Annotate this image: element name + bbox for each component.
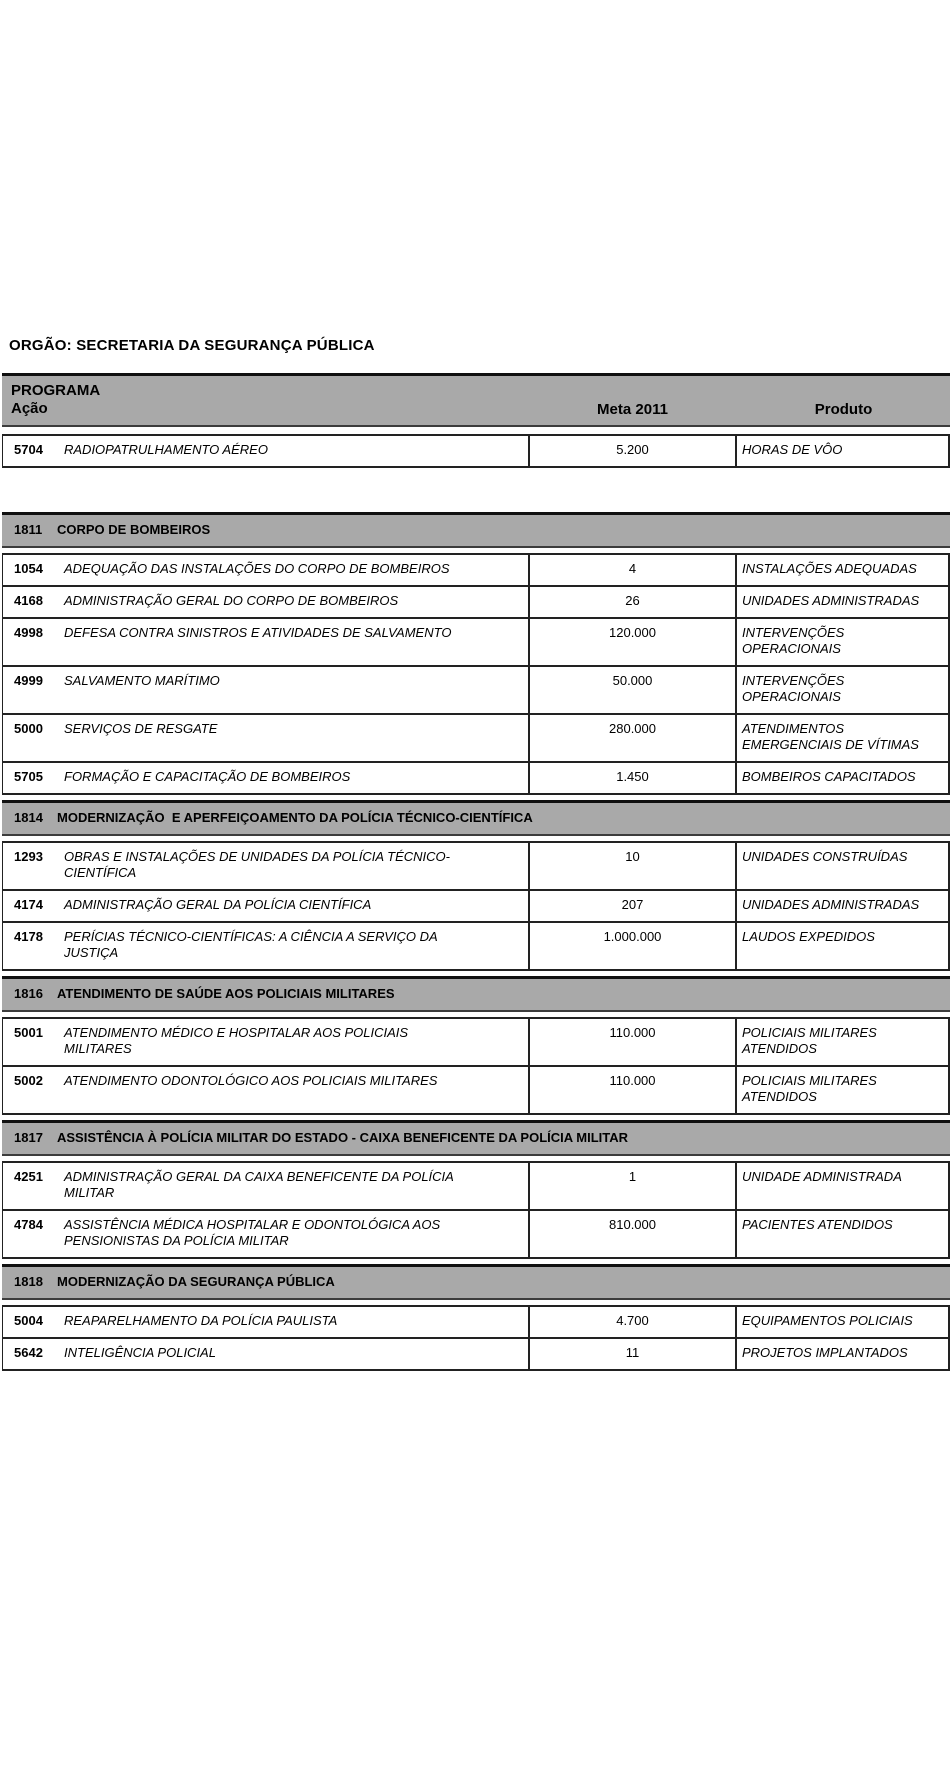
meta-cell: [528, 587, 737, 617]
section-rows: [2, 841, 950, 971]
action-description: SALVAMENTO MARÍTIMO: [64, 673, 220, 688]
meta-cell: [528, 923, 737, 969]
produto-cell: [737, 1163, 948, 1209]
table-row: [2, 619, 950, 667]
table-row: [2, 553, 950, 587]
meta-value: 4.700: [616, 1313, 649, 1328]
produto-cell: [737, 891, 948, 921]
section-rows: [2, 553, 950, 795]
produto-value: INTERVENÇÕES OPERACIONAIS: [742, 673, 845, 704]
action-description: OBRAS E INSTALAÇÕES DE UNIDADES DA POLÍCIA TÉCNICO-CIENTÍFICA: [64, 849, 450, 880]
action-cell: [3, 555, 528, 585]
action-cell: [3, 891, 528, 921]
action-description: PERÍCIAS TÉCNICO-CIENTÍFICAS: A CIÊNCIA A SERVIÇO DA JUSTIÇA: [64, 929, 438, 960]
meta-cell: [528, 1019, 737, 1065]
produto-cell: [737, 843, 948, 889]
header-produto-label: Produto: [814, 401, 873, 418]
produto-cell: [737, 1019, 948, 1065]
meta-value: 110.000: [609, 1073, 656, 1088]
meta-cell: [528, 1211, 737, 1257]
program-section: [2, 800, 950, 971]
action-code: 5004: [14, 1313, 43, 1328]
action-cell: [3, 923, 528, 969]
produto-cell: [737, 1067, 948, 1113]
meta-cell: [528, 715, 737, 761]
action-cell: [3, 1163, 528, 1209]
action-cell: [3, 587, 528, 617]
action-code: 4784: [14, 1217, 43, 1232]
action-code: 4178: [14, 929, 43, 944]
action-description: ATENDIMENTO ODONTOLÓGICO AOS POLICIAIS MILITARES: [64, 1073, 438, 1088]
action-code: 4251: [14, 1169, 43, 1184]
section-header-bar: [2, 800, 950, 836]
program-section: [2, 1120, 950, 1259]
produto-value: LAUDOS EXPEDIDOS: [742, 929, 875, 944]
table-row: [2, 434, 950, 468]
meta-cell: [528, 1163, 737, 1209]
action-cell: [3, 843, 528, 889]
meta-value: 1.000.000: [603, 929, 662, 944]
action-description: ASSISTÊNCIA MÉDICA HOSPITALAR E ODONTOLÓGICA AOS PENSIONISTAS DA POLÍCIA MILITAR: [64, 1217, 441, 1248]
action-code: 5000: [14, 721, 43, 736]
section-header-bar: [2, 512, 950, 548]
section-rows: [2, 1161, 950, 1259]
meta-cell: [528, 763, 737, 793]
meta-value: 1.450: [616, 769, 649, 784]
action-description: RADIOPATRULHAMENTO AÉREO: [64, 442, 268, 457]
standalone-row-group: [2, 434, 950, 468]
produto-cell: [737, 923, 948, 969]
table-row: [2, 715, 950, 763]
section-rows: [2, 1017, 950, 1115]
meta-value: 50.000: [612, 673, 653, 688]
meta-cell: [528, 667, 737, 713]
program-section: [2, 1264, 950, 1371]
produto-cell: [737, 436, 948, 466]
action-cell: [3, 1067, 528, 1113]
produto-value: BOMBEIROS CAPACITADOS: [742, 769, 916, 784]
section-rows: [2, 1305, 950, 1371]
action-description: SERVIÇOS DE RESGATE: [64, 721, 218, 736]
produto-cell: [737, 1211, 948, 1257]
action-code: 5705: [14, 769, 43, 784]
meta-value: 120.000: [609, 625, 656, 640]
section-code: 1814: [14, 810, 43, 825]
action-description: ADMINISTRAÇÃO GERAL DA POLÍCIA CIENTÍFICA: [64, 897, 372, 912]
produto-cell: [737, 619, 948, 665]
meta-value: 5.200: [616, 442, 649, 457]
table-row: [2, 1339, 950, 1371]
table-row: [2, 1161, 950, 1211]
action-description: FORMAÇÃO E CAPACITAÇÃO DE BOMBEIROS: [64, 769, 351, 784]
produto-cell: [737, 1339, 948, 1369]
section-code: 1818: [14, 1274, 43, 1289]
meta-value: 4: [628, 561, 637, 576]
section-name: ATENDIMENTO DE SAÚDE AOS POLICIAIS MILITARES: [57, 986, 395, 1001]
action-description: INTELIGÊNCIA POLICIAL: [64, 1345, 216, 1360]
table-row: [2, 841, 950, 891]
action-description: DEFESA CONTRA SINISTROS E ATIVIDADES DE SALVAMENTO: [64, 625, 452, 640]
action-code: 4168: [14, 593, 43, 608]
table-row: [2, 891, 950, 923]
section-name: ASSISTÊNCIA À POLÍCIA MILITAR DO ESTADO - CAIXA BENEFICENTE DA POLÍCIA MILITAR: [57, 1130, 629, 1145]
action-code: 4999: [14, 673, 43, 688]
action-code: 4174: [14, 897, 43, 912]
meta-cell: [528, 1067, 737, 1113]
meta-cell: [528, 436, 737, 466]
table-header: [2, 373, 950, 427]
action-cell: [3, 436, 528, 466]
meta-value: 810.000: [609, 1217, 656, 1232]
action-cell: [3, 619, 528, 665]
produto-value: HORAS DE VÔO: [742, 442, 843, 457]
section-header-bar: [2, 1120, 950, 1156]
table-row: [2, 587, 950, 619]
action-description: ADMINISTRAÇÃO GERAL DA CAIXA BENEFICENTE DA POLÍCIA MILITAR: [64, 1169, 454, 1200]
action-cell: [3, 763, 528, 793]
meta-cell: [528, 1339, 737, 1369]
action-cell: [3, 667, 528, 713]
action-description: ATENDIMENTO MÉDICO E HOSPITALAR AOS POLICIAIS MILITARES: [64, 1025, 409, 1056]
meta-value: 10: [625, 849, 640, 864]
meta-cell: [528, 1307, 737, 1337]
produto-cell: [737, 587, 948, 617]
document-page: [0, 337, 952, 1371]
produto-value: PROJETOS IMPLANTADOS: [742, 1345, 908, 1360]
section-code: 1816: [14, 986, 43, 1001]
produto-value: POLICIAIS MILITARES ATENDIDOS: [742, 1025, 877, 1056]
produto-cell: [737, 667, 948, 713]
produto-value: UNIDADES ADMINISTRADAS: [742, 593, 920, 608]
section-header-bar: [2, 976, 950, 1012]
table-row: [2, 923, 950, 971]
section-code: 1817: [14, 1130, 43, 1145]
header-col-programa-acao: [2, 382, 528, 418]
produto-value: INTERVENÇÕES OPERACIONAIS: [742, 625, 845, 656]
action-cell: [3, 715, 528, 761]
program-section: [2, 976, 950, 1115]
meta-value: 110.000: [609, 1025, 656, 1040]
meta-value: 11: [625, 1345, 640, 1360]
section-header-bar: [2, 1264, 950, 1300]
action-code: 5704: [14, 442, 43, 457]
meta-cell: [528, 555, 737, 585]
produto-value: ATENDIMENTOS EMERGENCIAIS DE VÍTIMAS: [742, 721, 919, 752]
section-code: 1811: [14, 522, 43, 537]
section-name: CORPO DE BOMBEIROS: [57, 522, 211, 537]
action-code: 4998: [14, 625, 43, 640]
table-row: [2, 1211, 950, 1259]
meta-cell: [528, 619, 737, 665]
page-title: ORGÃO: SECRETARIA DA SEGURANÇA PÚBLICA: [9, 337, 375, 354]
meta-value: 1: [628, 1169, 637, 1184]
action-code: 1293: [14, 849, 43, 864]
produto-cell: [737, 715, 948, 761]
produto-value: INSTALAÇÕES ADEQUADAS: [742, 561, 917, 576]
action-description: REAPARELHAMENTO DA POLÍCIA PAULISTA: [64, 1313, 338, 1328]
header-meta-2011-label: Meta 2011: [597, 401, 668, 418]
header-acao-label: Ação: [11, 400, 48, 417]
table-row: [2, 1017, 950, 1067]
action-cell: [3, 1211, 528, 1257]
action-description: ADEQUAÇÃO DAS INSTALAÇÕES DO CORPO DE BOMBEIROS: [64, 561, 450, 576]
meta-value: 207: [621, 897, 644, 912]
produto-cell: [737, 763, 948, 793]
produto-cell: [737, 1307, 948, 1337]
action-cell: [3, 1339, 528, 1369]
produto-value: UNIDADES CONSTRUÍDAS: [742, 849, 908, 864]
produto-value: EQUIPAMENTOS POLICIAIS: [742, 1313, 913, 1328]
table-row: [2, 1305, 950, 1339]
program-section: [2, 512, 950, 795]
action-code: 5642: [14, 1345, 43, 1360]
produto-value: POLICIAIS MILITARES ATENDIDOS: [742, 1073, 877, 1104]
header-programa-label: PROGRAMA: [11, 382, 101, 399]
produto-cell: [737, 555, 948, 585]
action-code: 5001: [14, 1025, 43, 1040]
produto-value: UNIDADES ADMINISTRADAS: [742, 897, 920, 912]
action-code: 1054: [14, 561, 43, 576]
produto-value: PACIENTES ATENDIDOS: [742, 1217, 893, 1232]
meta-value: 26: [625, 593, 640, 608]
action-code: 5002: [14, 1073, 43, 1088]
action-cell: [3, 1019, 528, 1065]
section-name: MODERNIZAÇÃO DA SEGURANÇA PÚBLICA: [57, 1274, 335, 1289]
table-body: [2, 434, 950, 1371]
program-table: [2, 373, 950, 1371]
action-cell: [3, 1307, 528, 1337]
meta-value: 280.000: [609, 721, 656, 736]
table-row: [2, 763, 950, 795]
meta-cell: [528, 843, 737, 889]
produto-value: UNIDADE ADMINISTRADA: [742, 1169, 902, 1184]
table-row: [2, 667, 950, 715]
section-name: MODERNIZAÇÃO E APERFEIÇOAMENTO DA POLÍCIA TÉCNICO-CIENTÍFICA: [57, 810, 533, 825]
action-description: ADMINISTRAÇÃO GERAL DO CORPO DE BOMBEIROS: [64, 593, 399, 608]
table-row: [2, 1067, 950, 1115]
meta-cell: [528, 891, 737, 921]
